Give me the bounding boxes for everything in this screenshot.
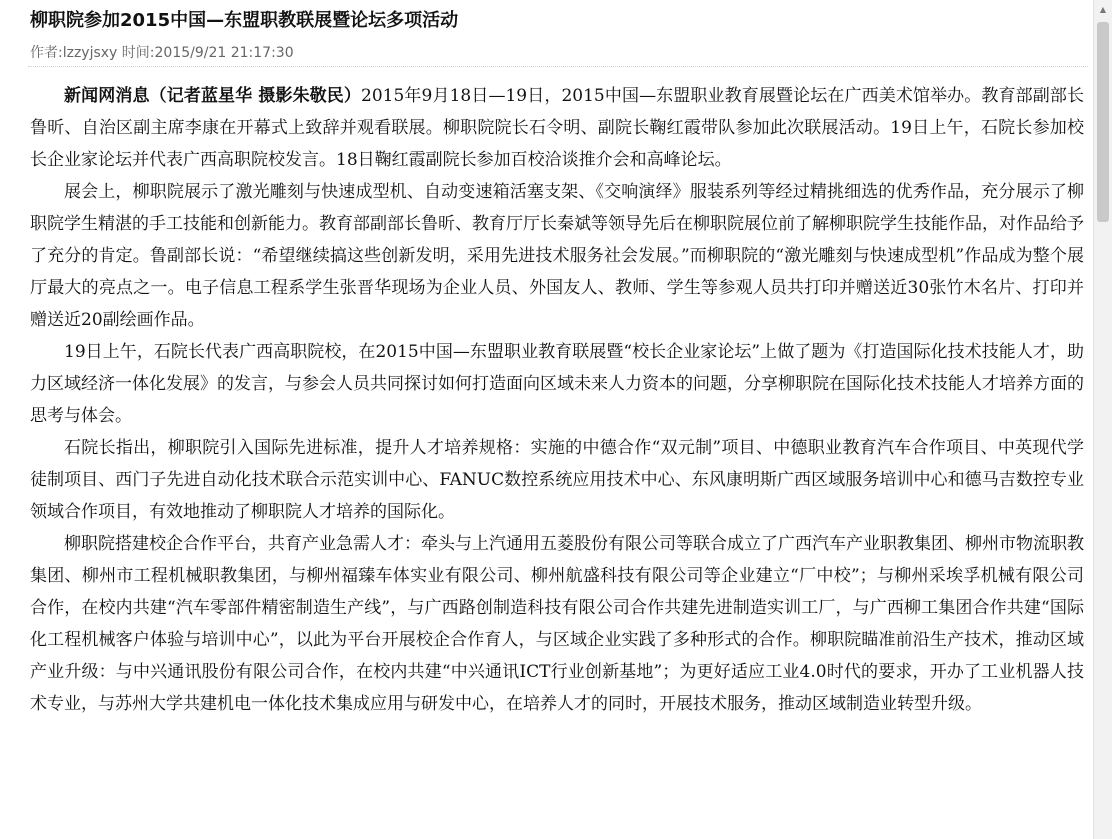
article-paragraph-1-text: 2015年9月18日—19日，2015中国—东盟职业教育展暨论坛在广西美术馆举办。教育部副部长鲁昕、自治区副主席李康在开幕式上致辞并观看联展。柳职院院长石令明、副院长鞠红霞带队参加此次联展活动。19日上午，石院长参加校长企业家论坛并代表广西高职院校发言。18日鞠红霞副院长参加百校洽谈推介会和高峰论坛。 [30, 86, 1085, 170]
chevron-up-icon[interactable]: ▲ [1094, 0, 1112, 18]
scrollbar-thumb[interactable] [1097, 22, 1109, 222]
article-body [30, 80, 1084, 720]
article-paragraph-1 [30, 80, 1084, 176]
article-paragraph-3: 19日上午，石院长代表广西高职院校，在2015中国—东盟职业教育联展暨“校长企业家论坛”上做了题为《打造国际化技术技能人才，助力区域经济一体化发展》的发言，与参会人员共同探讨如何打造面向区域未来人力资本的问题，分享柳职院在国际化技术技能人才培养方面的思考与体会。 [30, 342, 1084, 426]
vertical-scrollbar[interactable] [1093, 0, 1112, 839]
article-title: 柳职院参加2015中国—东盟职教联展暨论坛多项活动 [30, 10, 459, 31]
article-paragraph-2: 展会上，柳职院展示了激光雕刻与快速成型机、自动变速箱活塞支架、《交响演绎》服装系列等经过精挑细选的优秀作品，充分展示了柳职院学生精湛的手工技能和创新能力。教育部副部长鲁昕、教育厅厅长秦斌等领导先后在柳职院展位前了解柳职院学生技能作品，对作品给予了充分的肯定。鲁副部长说：“希望继续搞这些创新发明，采用先进技术服务社会发展。”而柳职院的“激光雕刻与快速成型机”作品成为整个展厅最大的亮点之一。电子信息工程系学生张晋华现场为企业人员、外国友人、教师、学生等参观人员共打印并赠送近30张竹木名片、打印并赠送近20副绘画作品。 [30, 182, 1084, 330]
article-meta: 作者:lzzyjsxy 时间:2015/9/21 21:17:30 [30, 45, 294, 61]
title-divider [28, 66, 1088, 67]
article-paragraph-5: 柳职院搭建校企合作平台，共育产业急需人才：牵头与上汽通用五菱股份有限公司等联合成立了广西汽车产业职教集团、柳州市物流职教集团、柳州市工程机械职教集团，与柳州福臻车体实业有限公司、柳州航盛科技有限公司等企业建立“厂中校”；与柳州采埃孚机械有限公司合作，在校内共建“汽车零部件精密制造生产线”，与广西路创制造科技有限公司合作共建先进制造实训工厂，与广西柳工集团合作共建“国际化工程机械客户体验与培训中心”，以此为平台开展校企合作育人，与区域企业实践了多种形式的合作。柳职院瞄准前沿生产技术，推动区域产业升级：与中兴通讯股份有限公司合作，在校内共建“中兴通讯ICT行业创新基地”；为更好适应工业4.0时代的要求，开办了工业机器人技术专业，与苏州大学共建机电一体化技术集成应用与研发中心，在培养人才的同时，开展技术服务，推动区域制造业转型升级。 [30, 534, 1084, 714]
article-paragraph-4: 石院长指出，柳职院引入国际先进标准，提升人才培养规格：实施的中德合作“双元制”项目、中德职业教育汽车合作项目、中英现代学徒制项目、西门子先进自动化技术联合示范实训中心、FANUC数控系统应用技术中心、东风康明斯广西区域服务培训中心和德马吉数控专业领域合作项目，有效地推动了柳职院人才培养的国际化。 [30, 438, 1084, 522]
article-lead: 新闻网消息（记者蓝星华 摄影朱敬民） [64, 86, 362, 106]
